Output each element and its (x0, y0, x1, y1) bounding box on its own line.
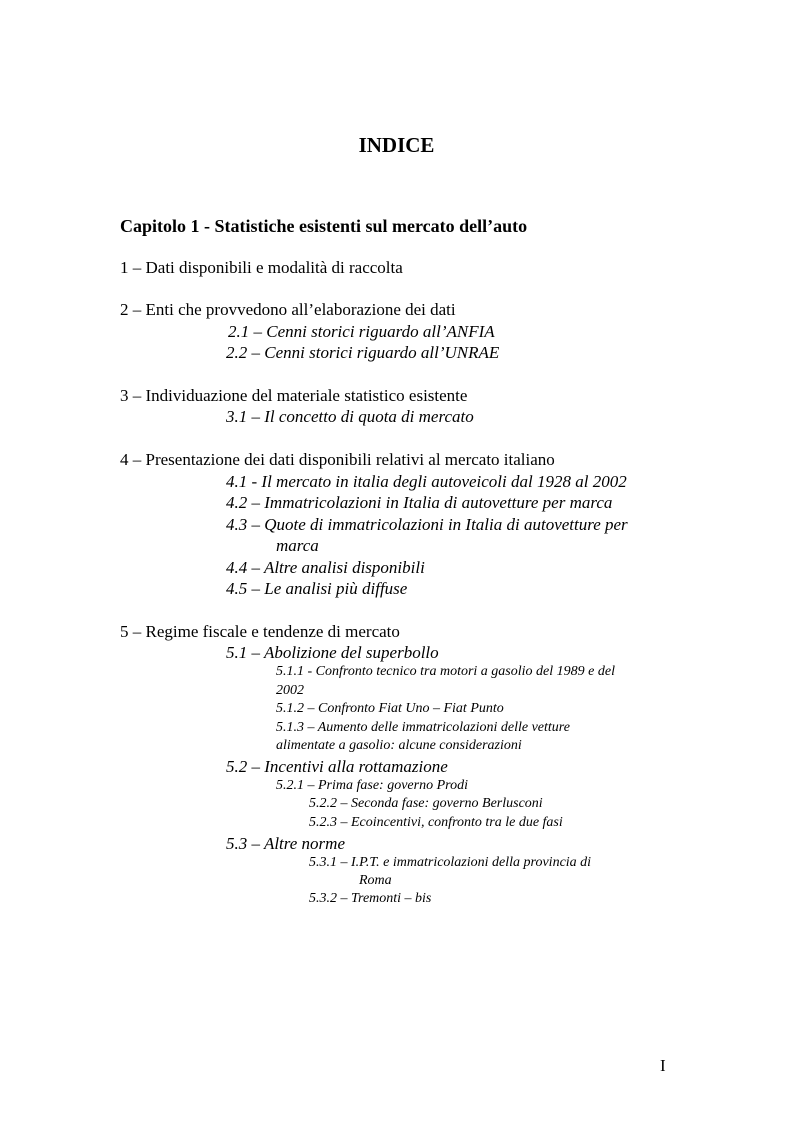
toc-section-5-2: 5.2 – Incentivi alla rottamazione (226, 757, 448, 776)
toc-section-5-2-1: 5.2.1 – Prima fase: governo Prodi (276, 778, 468, 793)
page-title: INDICE (358, 133, 435, 157)
toc-section-4: 4 – Presentazione dei dati disponibili relativi al mercato italiano (120, 450, 555, 469)
toc-section-3-1: 3.1 – Il concetto di quota di mercato (226, 407, 474, 426)
toc-section-2-2: 2.2 – Cenni storici riguardo all’UNRAE (226, 343, 500, 362)
toc-section-5-1-1: 5.1.1 - Confronto tecnico tra motori a gasolio del 1989 e del (276, 664, 615, 679)
toc-section-1: 1 – Dati disponibili e modalità di raccolta (120, 258, 403, 277)
toc-section-4-5: 4.5 – Le analisi più diffuse (226, 579, 408, 598)
toc-section-4-1: 4.1 - Il mercato in italia degli autoveicoli dal 1928 al 2002 (226, 472, 627, 491)
toc-section-3: 3 – Individuazione del materiale statistico esistente (120, 386, 468, 405)
toc-section-5-3: 5.3 – Altre norme (226, 834, 345, 853)
toc-section-5-1: 5.1 – Abolizione del superbollo (226, 643, 439, 662)
page-number: I (660, 1056, 666, 1075)
toc-section-4-3-continued: marca (276, 536, 319, 555)
toc-section-5: 5 – Regime fiscale e tendenze di mercato (120, 622, 400, 641)
toc-section-5-1-3: 5.1.3 – Aumento delle immatricolazioni delle vetture (276, 720, 570, 735)
toc-section-4-3: 4.3 – Quote di immatricolazioni in Italia di autovetture per (226, 515, 628, 534)
toc-section-5-3-1-continued: Roma (359, 873, 392, 888)
toc-section-5-1-2: 5.1.2 – Confronto Fiat Uno – Fiat Punto (276, 701, 504, 716)
toc-section-4-2: 4.2 – Immatricolazioni in Italia di autovetture per marca (226, 493, 613, 512)
toc-section-5-1-1-continued: 2002 (276, 683, 304, 698)
toc-section-5-1-3-continued: alimentate a gasolio: alcune considerazioni (276, 738, 522, 753)
toc-section-5-3-1: 5.3.1 – I.P.T. e immatricolazioni della provincia di (309, 855, 592, 870)
toc-section-5-2-2: 5.2.2 – Seconda fase: governo Berlusconi (309, 796, 543, 811)
toc-section-2: 2 – Enti che provvedono all’elaborazione dei dati (120, 300, 456, 319)
toc-section-5-3-2: 5.3.2 – Tremonti – bis (309, 891, 432, 906)
toc-section-5-2-3: 5.2.3 – Ecoincentivi, confronto tra le due fasi (309, 815, 563, 830)
toc-section-2-1: 2.1 – Cenni storici riguardo all’ANFIA (228, 322, 495, 341)
toc-section-4-4: 4.4 – Altre analisi disponibili (226, 558, 425, 577)
chapter-heading: Capitolo 1 - Statistiche esistenti sul mercato dell’auto (120, 216, 528, 236)
